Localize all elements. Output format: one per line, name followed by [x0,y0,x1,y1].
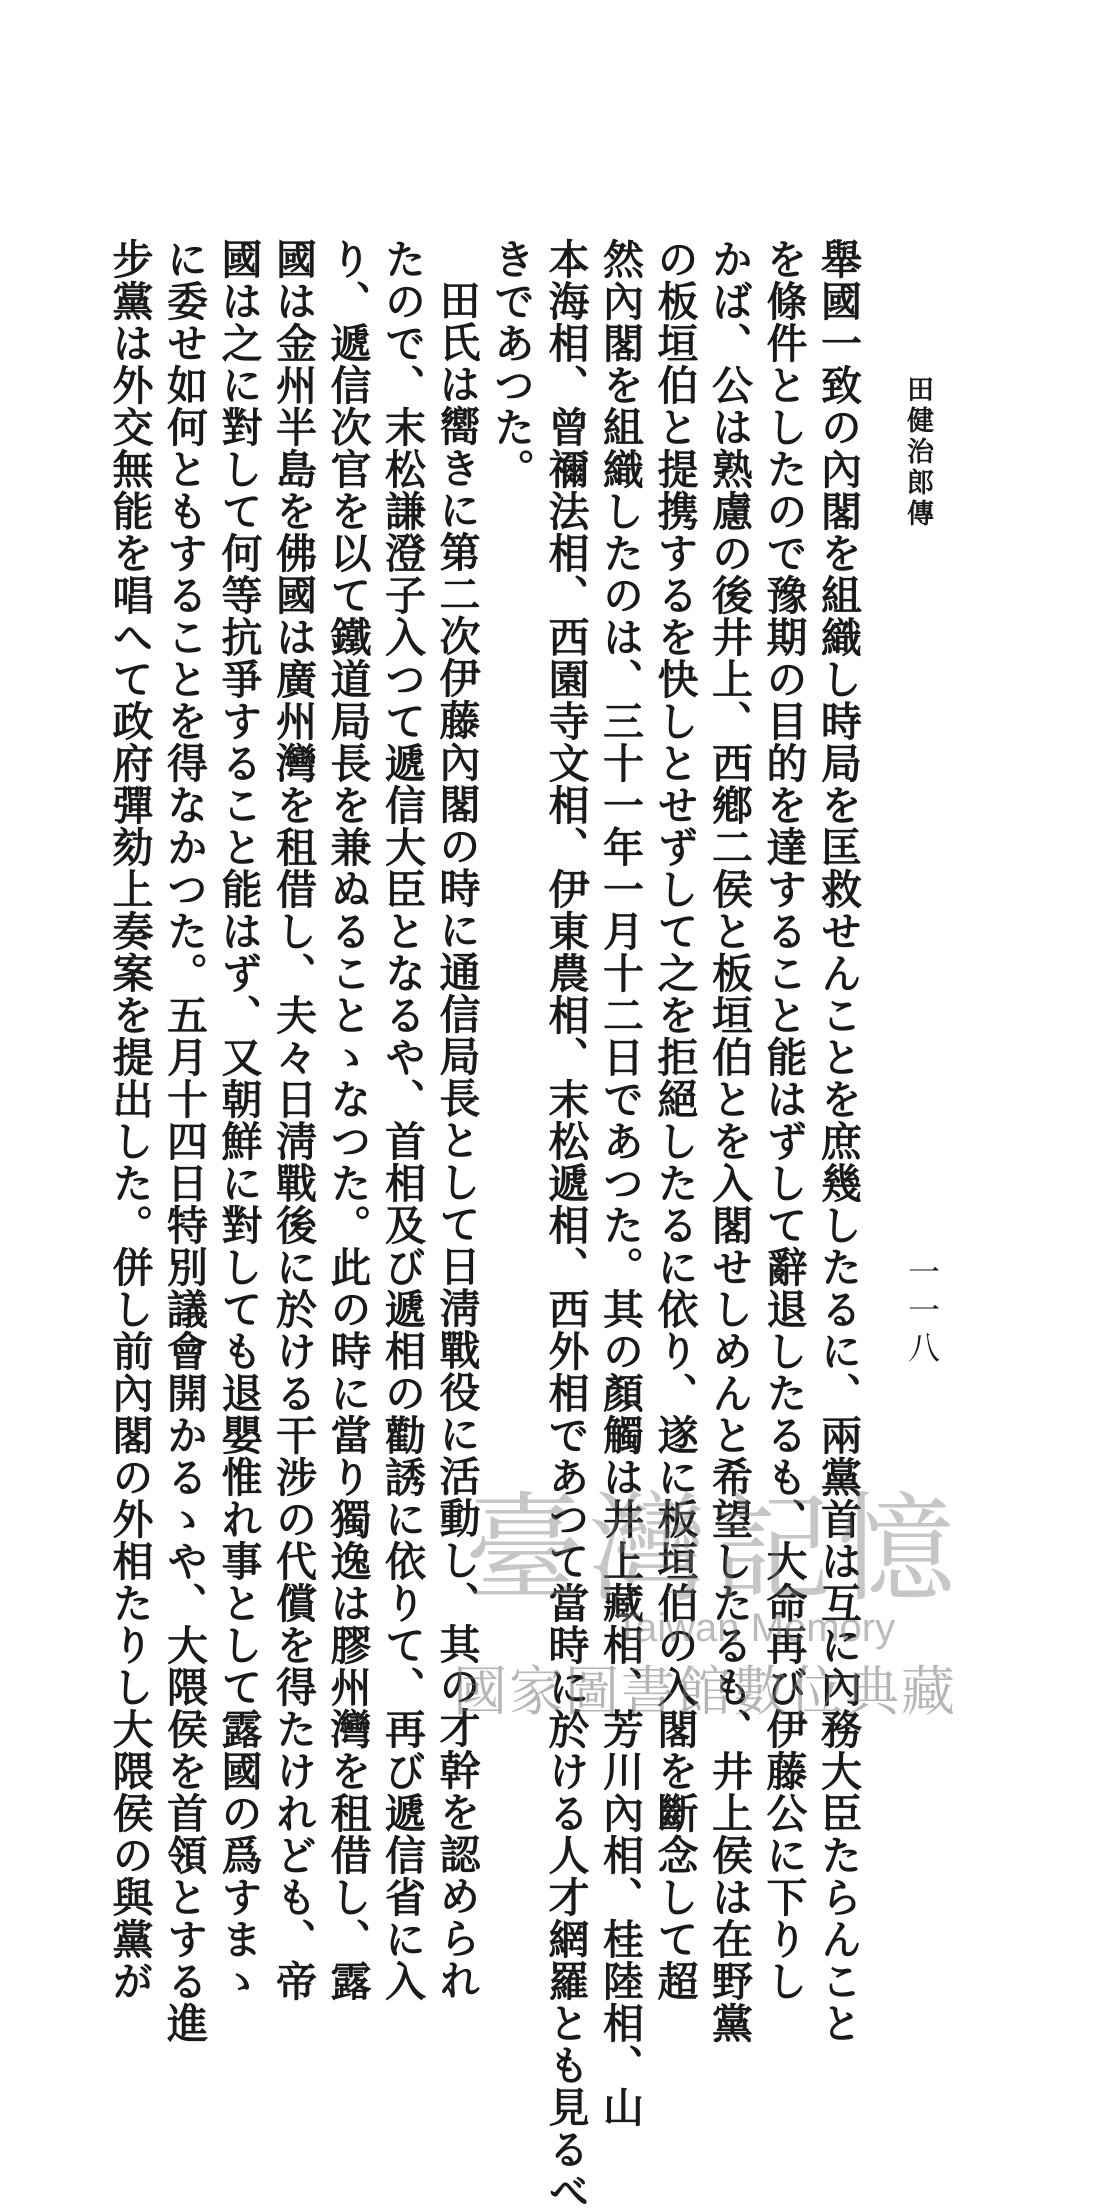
text-column: 國は之に對して何等抗爭すること能はず、又朝鮮に對しても退嬰惟れ事として露國の爲すまゝ [214,238,263,2002]
text-column: の板垣伯と提携するを快しとせずして之を拒絕したるに依り、遂に板垣伯の入閣を斷念して超 [650,238,699,2002]
text-column: を條件としたので豫期の目的を達すること能はずして辭退したるも、大命再び伊藤公に下りし [759,238,808,2002]
watermark-calligraphy: 臺灣記憶 [465,1480,962,1618]
text-column: 步黨は外交無能を唱へて政府彈劾上奏案を提出した。併し前內閣の外相たりし大隈侯の與黨が [105,238,154,2002]
text-column: たので、末松謙澄子入つて遞信大臣となるや、首相及び遞相の勸誘に依りて、再び遞信省に入 [378,238,426,2002]
text-column: 然內閣を組織したのは、三十一年一月十二日であつた。其の顏觸は井上藏相、芳川內相、桂陸相、山 [596,238,644,2128]
text-column: に委せ如何ともすることを得なかつた。五月十四日特別議會開かるゝや、大隈侯を首領とする進 [160,238,208,2044]
page-number: 一一八 [903,1255,941,1369]
text-column: 本海相、曾禰法相、西園寺文相、伊東農相、末松遞相、西外相であつて當時に於ける人才網羅とも見るべ [541,238,590,2212]
running-title: 田健治郎傳 [902,375,933,530]
text-column: きであつた。 [487,238,535,490]
watermark-brand: Taiwan Memory [615,1606,896,1650]
text-column: り、遞信次官を以て鐵道局長を兼ぬることゝなつた。此の時に當り獨逸は膠州灣を租借し、露 [323,238,372,2002]
watermark-archive: 國家圖書館數位典藏 [453,1660,957,1723]
text-column: 田氏は嚮きに第二次伊藤內閣の時に通信局長として日淸戰役に活動し、其の才幹を認められ [432,279,481,2001]
text-column: かば、公は熟慮の後井上、西鄕二侯と板垣伯とを入閣せしめんと希望したるも、井上侯は在野黨 [705,238,753,2044]
text-column: 國は金州半島を佛國は廣州灣を租借し、夫々日淸戰後に於ける干涉の代償を得たけれども、帝 [269,238,317,2002]
text-column: 舉國一致の內閣を組織し時局を匡救せんことを庶幾したるに、兩黨首は互に內務大臣たらんこと [814,238,862,2044]
